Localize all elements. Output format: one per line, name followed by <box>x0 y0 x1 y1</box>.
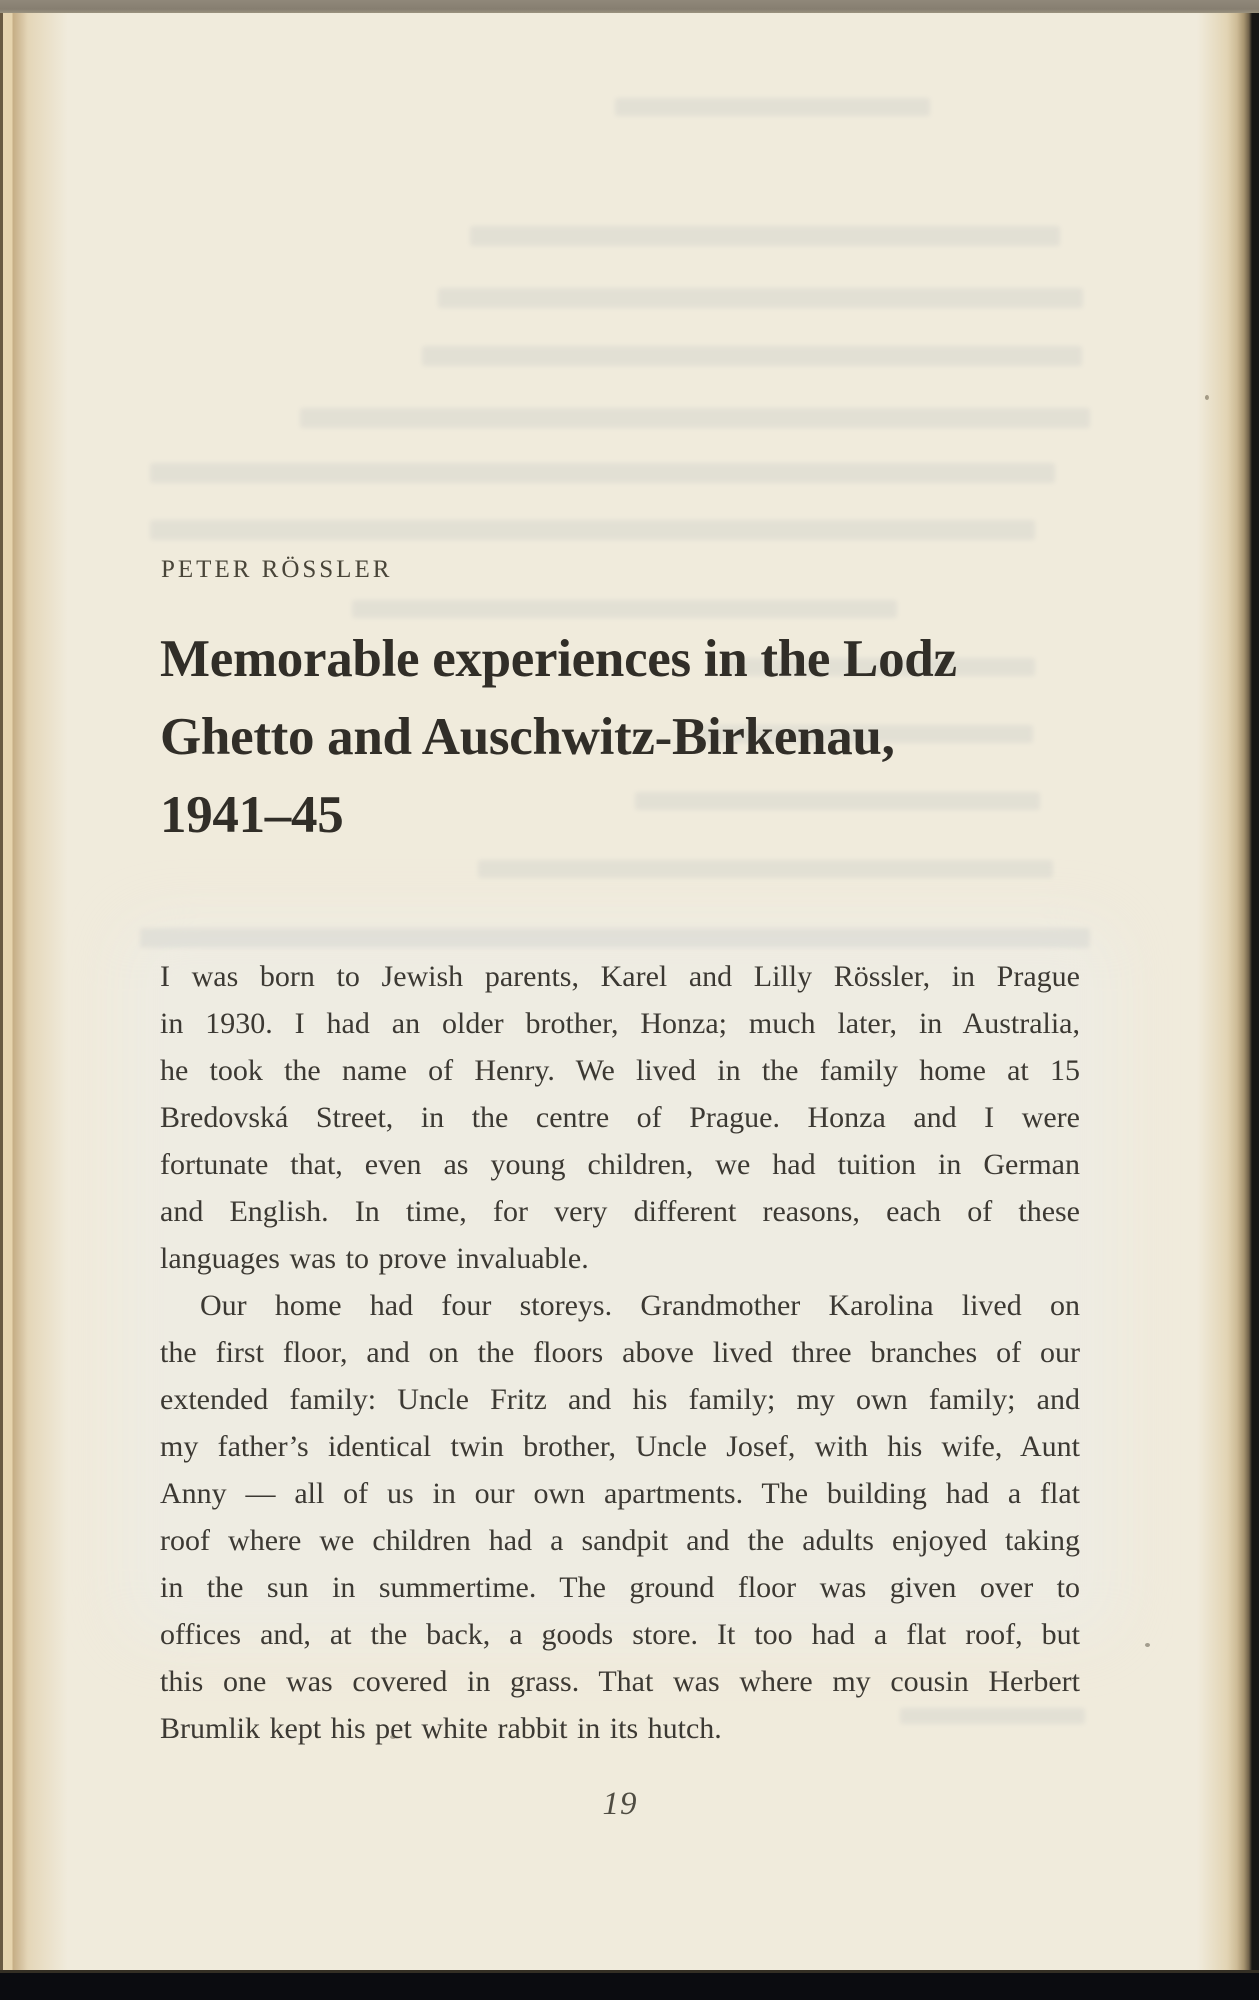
chapter-title-line: Memorable experiences in the Lodz <box>160 630 957 688</box>
chapter-title-line: Ghetto and Auschwitz-Birkenau, <box>160 708 895 766</box>
body-text-line: this one was covered in grass. That was where my cousin Herbert <box>160 1665 1080 1698</box>
bleed-through-text <box>438 288 1083 308</box>
body-text-line: extended family: Uncle Fritz and his family; my own family; and <box>160 1383 1080 1416</box>
body-text-line: languages was to prove invaluable. <box>160 1242 589 1275</box>
body-text-line: I was born to Jewish parents, Karel and Lilly Rössler, in Prague <box>160 960 1080 993</box>
page-number: 19 <box>602 1786 638 1822</box>
ink-speck <box>390 1735 396 1739</box>
body-text-line: the first floor, and on the floors above lived three branches of our <box>160 1336 1080 1369</box>
bleed-through-text <box>140 928 1090 948</box>
body-text-line: in the sun in summertime. The ground floor was given over to <box>160 1571 1080 1604</box>
body-text-line: Our home had four storeys. Grandmother Karolina lived on <box>200 1289 1080 1322</box>
body-text-line: in 1930. I had an older brother, Honza; much later, in Australia, <box>160 1007 1080 1040</box>
bleed-through-text <box>300 408 1090 428</box>
body-text-line: offices and, at the back, a goods store. It too had a flat roof, but <box>160 1618 1080 1651</box>
body-text-line: Anny — all of us in our own apartments. The building had a flat <box>160 1477 1080 1510</box>
paragraph <box>160 953 1080 1282</box>
scanner-edge-bottom <box>0 1970 1259 2000</box>
body-text-line: Brumlik kept his pet white rabbit in its hutch. <box>160 1712 722 1745</box>
body-text-line: my father’s identical twin brother, Uncle Josef, with his wife, Aunt <box>160 1430 1080 1463</box>
bleed-through-text <box>470 226 1060 246</box>
body-text-line: and English. In time, for very different reasons, each of these <box>160 1195 1080 1228</box>
bleed-through-text <box>615 98 930 116</box>
bleed-through-text <box>150 520 1035 540</box>
bleed-through-text <box>352 600 897 618</box>
body-text-line: roof where we children had a sandpit and the adults enjoyed taking <box>160 1524 1080 1557</box>
chapter-title-line: 1941–45 <box>160 786 344 844</box>
body-text-line: Bredovská Street, in the centre of Prague. Honza and I were <box>160 1101 1080 1134</box>
bleed-through-text <box>422 346 1082 366</box>
body-text <box>160 953 1080 1752</box>
page-right-edge <box>1195 0 1259 2000</box>
page-gutter-edge <box>0 0 70 2000</box>
body-text-line: he took the name of Henry. We lived in the family home at 15 <box>160 1054 1080 1087</box>
ink-speck <box>1145 1643 1150 1647</box>
chapter-title <box>160 620 1105 854</box>
author-name: PETER RÖSSLER <box>161 556 393 583</box>
body-text-line: fortunate that, even as young children, we had tuition in German <box>160 1148 1080 1181</box>
paragraph <box>160 1282 1080 1752</box>
bleed-through-text <box>478 860 1053 878</box>
bleed-through-text <box>150 463 1055 483</box>
scanner-edge-top <box>0 0 1259 13</box>
